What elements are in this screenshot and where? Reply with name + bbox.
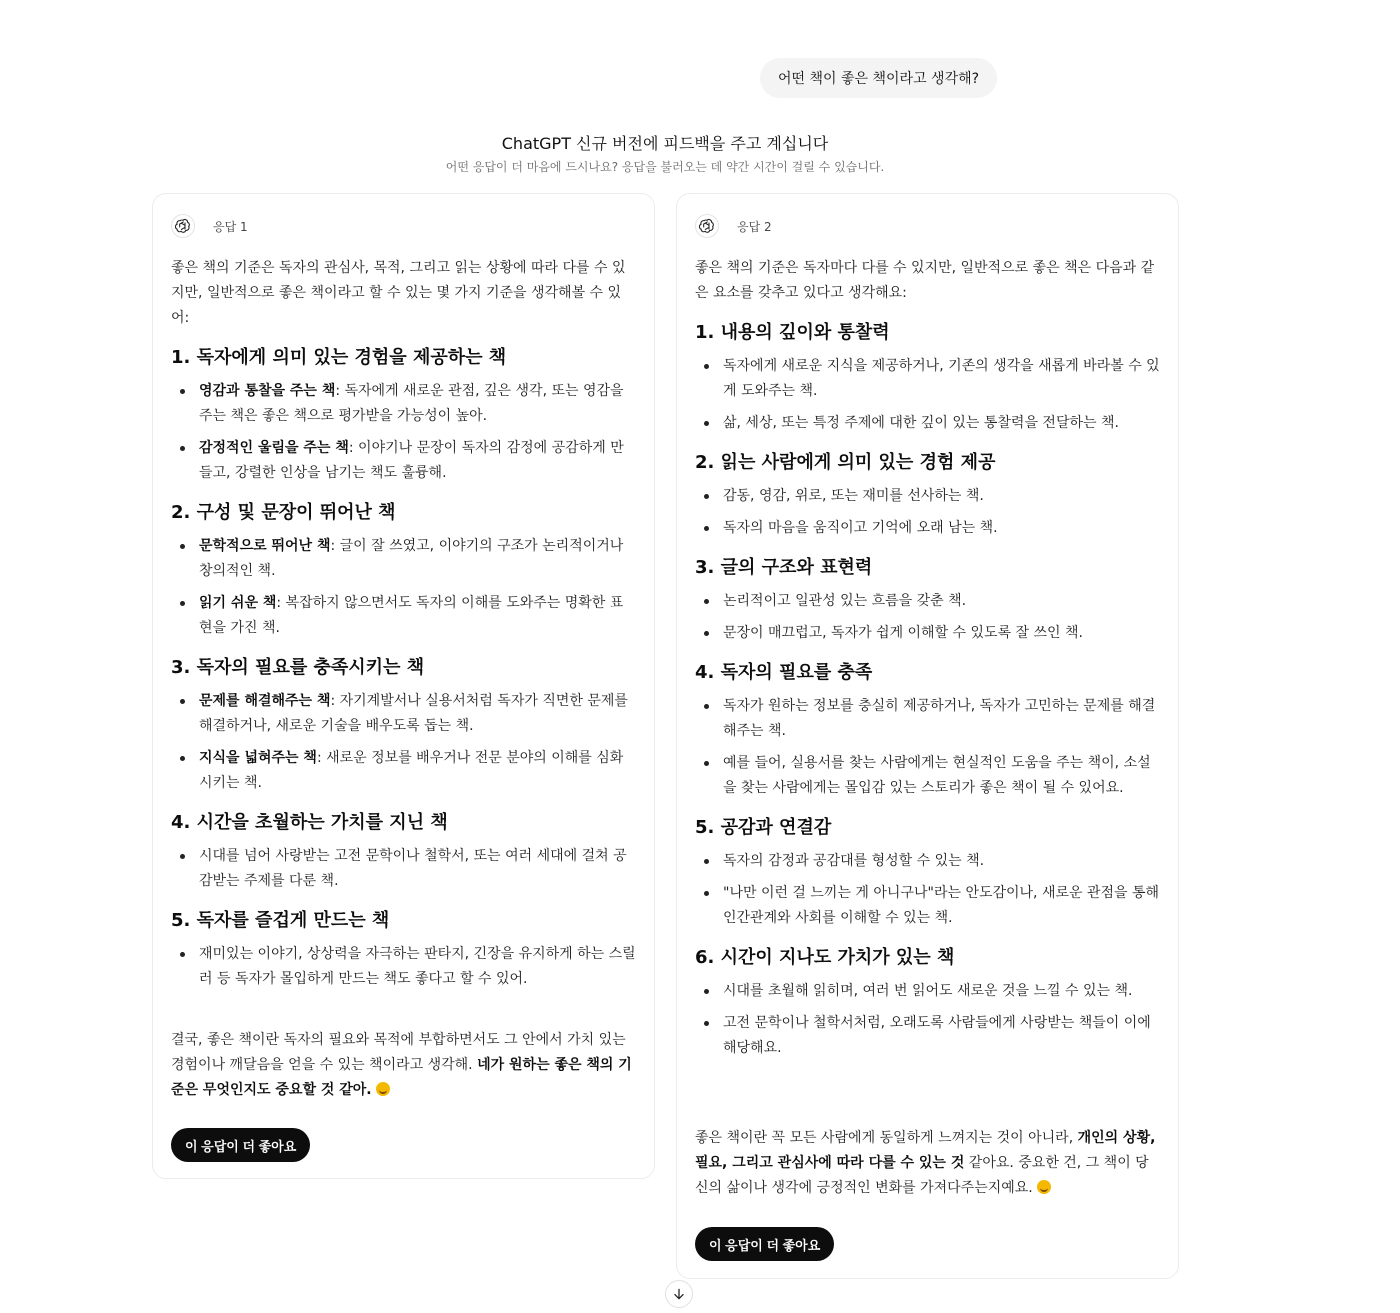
list-item: 독자가 원하는 정보를 충실히 제공하거나, 독자가 고민하는 문제를 해결해주는 책. bbox=[695, 694, 1160, 744]
response-card-2 bbox=[676, 193, 1179, 1279]
section-heading: 2. 읽는 사람에게 의미 있는 경험 제공 bbox=[695, 452, 996, 473]
openai-logo-icon bbox=[171, 214, 195, 238]
list-item: "나만 이런 걸 느끼는 게 아니구나"라는 안도감이나, 새로운 관점을 통해 인간관계와 사회를 이해할 수 있는 책. bbox=[695, 881, 1160, 931]
list-item: 고전 문학이나 철학서처럼, 오래도록 사람들에게 사랑받는 책들이 이에 해당해요. bbox=[695, 1011, 1160, 1061]
response-section bbox=[695, 815, 1160, 931]
list-item: 문제를 해결해주는 책: 자기계발서나 실용서처럼 독자가 직면한 문제를 해결하거나, 새로운 기술을 배우도록 돕는 책. bbox=[171, 689, 636, 739]
response-section bbox=[695, 450, 1160, 541]
list-item: 시대를 초월해 읽히며, 여러 번 읽어도 새로운 것을 느낄 수 있는 책. bbox=[695, 979, 1160, 1004]
response-section bbox=[695, 945, 1160, 1061]
section-heading: 3. 글의 구조와 표현력 bbox=[695, 557, 873, 578]
list-item: 문장이 매끄럽고, 독자가 쉽게 이해할 수 있도록 잘 쓰인 책. bbox=[695, 621, 1160, 646]
list-item: 시대를 넘어 사랑받는 고전 문학이나 철학서, 또는 여러 세대에 걸쳐 공감받는 주제를 다룬 책. bbox=[171, 844, 636, 894]
openai-logo-icon bbox=[695, 214, 719, 238]
section-heading: 1. 내용의 깊이와 통찰력 bbox=[695, 322, 890, 343]
user-message-bubble: 어떤 책이 좋은 책이라고 생각해? bbox=[760, 58, 997, 98]
response-section bbox=[171, 655, 636, 796]
list-item: 감정적인 울림을 주는 책: 이야기나 문장이 독자의 감정에 공감하게 만들고, 강렬한 인상을 남기는 책도 훌륭해. bbox=[171, 436, 636, 486]
response-section bbox=[695, 320, 1160, 436]
section-heading: 4. 독자의 필요를 충족 bbox=[695, 662, 873, 683]
response-section bbox=[695, 555, 1160, 646]
list-item: 읽기 쉬운 책: 복잡하지 않으면서도 독자의 이해를 도와주는 명확한 표현을 가진 책. bbox=[171, 591, 636, 641]
list-item: 지식을 넓혀주는 책: 새로운 정보를 배우거나 전문 분야의 이해를 심화시키는 책. bbox=[171, 746, 636, 796]
response-closing: 좋은 책이란 꼭 모든 사람에게 동일하게 느껴지는 것이 아니라, 개인의 상황, 필요, 그리고 관심사에 따라 다를 수 있는 것 같아요. 중요한 건, 그 책이 당신의 삶이나 생각에 긍정적인 변화를 가져다주는지예요. bbox=[695, 1130, 1156, 1196]
list-item: 논리적이고 일관성 있는 흐름을 갖춘 책. bbox=[695, 589, 1160, 614]
section-heading: 4. 시간을 초월하는 가치를 지닌 책 bbox=[171, 812, 448, 833]
list-item: 독자의 마음을 움직이고 기억에 오래 남는 책. bbox=[695, 516, 1160, 541]
response-closing: 결국, 좋은 책이란 독자의 필요와 목적에 부합하면서도 그 안에서 가치 있는 경험이나 깨달음을 얻을 수 있는 책이라고 생각해. 네가 원하는 좋은 책의 기준은 무엇인지도 중요할 것 같아. bbox=[171, 1032, 632, 1098]
list-item: 예를 들어, 실용서를 찾는 사람에게는 현실적인 도움을 주는 책이, 소설을 찾는 사람에게는 몰입감 있는 스토리가 좋은 책이 될 수 있어요. bbox=[695, 751, 1160, 801]
list-item: 문학적으로 뛰어난 책: 글이 잘 쓰였고, 이야기의 구조가 논리적이거나 창의적인 책. bbox=[171, 534, 636, 584]
arrow-down-icon bbox=[672, 1287, 686, 1301]
response-card-1 bbox=[152, 193, 655, 1179]
response-intro: 좋은 책의 기준은 독자의 관심사, 목적, 그리고 읽는 상황에 따라 다를 수 있지만, 일반적으로 좋은 책이라고 할 수 있는 몇 가지 기준을 생각해볼 수 있어: bbox=[171, 260, 626, 326]
list-item: 독자의 감정과 공감대를 형성할 수 있는 책. bbox=[695, 849, 1160, 874]
response-section bbox=[171, 345, 636, 486]
scroll-to-bottom-button[interactable] bbox=[665, 1280, 693, 1308]
list-item: 영감과 통찰을 주는 책: 독자에게 새로운 관점, 깊은 생각, 또는 영감을 주는 책은 좋은 책으로 평가받을 가능성이 높아. bbox=[171, 379, 636, 429]
response-section bbox=[695, 660, 1160, 801]
section-heading: 3. 독자의 필요를 충족시키는 책 bbox=[171, 657, 425, 678]
smiling-face-emoji-icon bbox=[1037, 1180, 1051, 1194]
response-section bbox=[171, 500, 636, 641]
smiling-face-emoji-icon bbox=[376, 1082, 390, 1096]
section-heading: 2. 구성 및 문장이 뛰어난 책 bbox=[171, 502, 396, 523]
feedback-title: ChatGPT 신규 버전에 피드백을 주고 계십니다 bbox=[501, 134, 829, 153]
response-intro: 좋은 책의 기준은 독자마다 다를 수 있지만, 일반적으로 좋은 책은 다음과 같은 요소를 갖추고 있다고 생각해요: bbox=[695, 260, 1155, 301]
prefer-response-2-button[interactable]: 이 응답이 더 좋아요 bbox=[695, 1227, 834, 1261]
list-item: 독자에게 새로운 지식을 제공하거나, 기존의 생각을 새롭게 바라볼 수 있게 도와주는 책. bbox=[695, 354, 1160, 404]
response-section bbox=[171, 908, 636, 992]
response-label: 응답 2 bbox=[737, 219, 772, 234]
section-heading: 6. 시간이 지나도 가치가 있는 책 bbox=[695, 947, 955, 968]
list-item: 감동, 영감, 위로, 또는 재미를 선사하는 책. bbox=[695, 484, 1160, 509]
list-item: 삶, 세상, 또는 특정 주제에 대한 깊이 있는 통찰력을 전달하는 책. bbox=[695, 411, 1160, 436]
response-label: 응답 1 bbox=[213, 219, 248, 234]
section-heading: 5. 공감과 연결감 bbox=[695, 817, 832, 838]
section-heading: 1. 독자에게 의미 있는 경험을 제공하는 책 bbox=[171, 347, 507, 368]
response-section bbox=[171, 810, 636, 894]
list-item: 재미있는 이야기, 상상력을 자극하는 판타지, 긴장을 유지하게 하는 스릴러 등 독자가 몰입하게 만드는 책도 좋다고 할 수 있어. bbox=[171, 942, 636, 992]
section-heading: 5. 독자를 즐겁게 만드는 책 bbox=[171, 910, 390, 931]
prefer-response-1-button[interactable]: 이 응답이 더 좋아요 bbox=[171, 1128, 310, 1162]
feedback-subtitle: 어떤 응답이 더 마음에 드시나요? 응답을 불러오는 데 약간 시간이 걸릴 수 있습니다. bbox=[445, 160, 885, 174]
